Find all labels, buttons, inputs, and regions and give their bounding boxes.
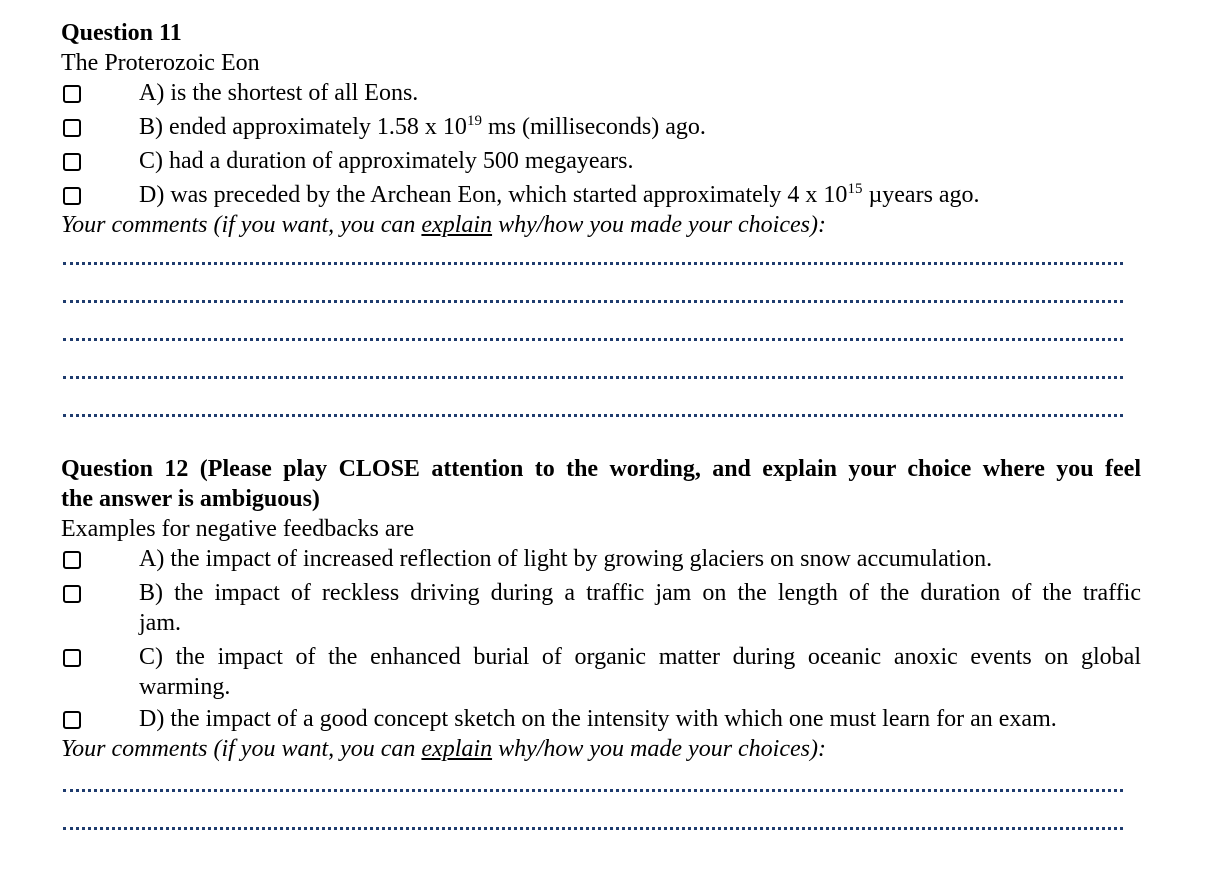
- exponent: 19: [466, 113, 482, 129]
- option-text-line2: jam.: [139, 610, 181, 636]
- question-title: Question 11: [61, 20, 182, 46]
- dotted-line[interactable]: [63, 411, 1123, 417]
- question-12: [61, 454, 1141, 830]
- question-title-cont: the answer is ambiguous): [61, 486, 320, 512]
- question-stem: Examples for negative feedbacks are: [61, 516, 415, 542]
- dotted-line[interactable]: [63, 786, 1123, 792]
- option-text: C) had a duration of approximately 500 megayears.: [139, 148, 634, 174]
- checkbox[interactable]: [63, 711, 81, 729]
- comment-prompt: Your comments (if you want, you can explain why/how you made your choices):: [61, 736, 826, 762]
- worksheet-page: [61, 14, 1141, 830]
- option-text: A) is the shortest of all Eons.: [139, 80, 419, 106]
- option-a: [61, 544, 1141, 578]
- option-b: [61, 112, 1141, 146]
- dotted-line[interactable]: [63, 373, 1123, 379]
- comment-prompt: Your comments (if you want, you can explain why/how you made your choices):: [61, 212, 826, 238]
- checkbox[interactable]: [63, 649, 81, 667]
- option-text-line2: warming.: [139, 674, 231, 700]
- question-stem: The Proterozoic Eon: [61, 50, 260, 76]
- option-text: D) was preceded by the Archean Eon, which started approximately 4 x $10^{15}$ µyears ago.: [139, 181, 980, 208]
- checkbox[interactable]: [63, 551, 81, 569]
- explain-underlined: explain: [421, 736, 493, 762]
- dotted-line[interactable]: [63, 297, 1123, 303]
- option-b: [61, 578, 1141, 638]
- checkbox[interactable]: [63, 187, 81, 205]
- option-text-line1: B) the impact of reckless driving during a traffic jam on the length of the duration of the traffic: [139, 580, 1141, 606]
- dotted-line[interactable]: [63, 259, 1123, 265]
- option-text: B) ended approximately 1.58 x $10^{19}$ ms (milliseconds) ago.: [139, 113, 706, 140]
- dotted-line[interactable]: [63, 335, 1123, 341]
- comment-lines[interactable]: [61, 259, 1141, 417]
- question-title: Question 12 (Please play CLOSE attention to the wording, and explain your choice where you feel: [61, 456, 1141, 482]
- option-d: [61, 180, 1141, 210]
- option-a: [61, 78, 1141, 112]
- option-text: A) the impact of increased reflection of light by growing glaciers on snow accumulation.: [139, 546, 993, 572]
- option-text: D) the impact of a good concept sketch on the intensity with which one must learn for an exam.: [139, 706, 1057, 732]
- checkbox[interactable]: [63, 119, 81, 137]
- checkbox[interactable]: [63, 85, 81, 103]
- explain-underlined: explain: [421, 212, 493, 238]
- option-c: [61, 642, 1141, 702]
- option-d: [61, 704, 1141, 734]
- comment-lines[interactable]: [61, 786, 1141, 830]
- option-text-line1: C) the impact of the enhanced burial of organic matter during oceanic anoxic events on global: [139, 644, 1141, 670]
- dotted-line[interactable]: [63, 824, 1123, 830]
- exponent: 15: [847, 181, 863, 197]
- question-11: [61, 18, 1141, 417]
- checkbox[interactable]: [63, 585, 81, 603]
- option-c: [61, 146, 1141, 180]
- checkbox[interactable]: [63, 153, 81, 171]
